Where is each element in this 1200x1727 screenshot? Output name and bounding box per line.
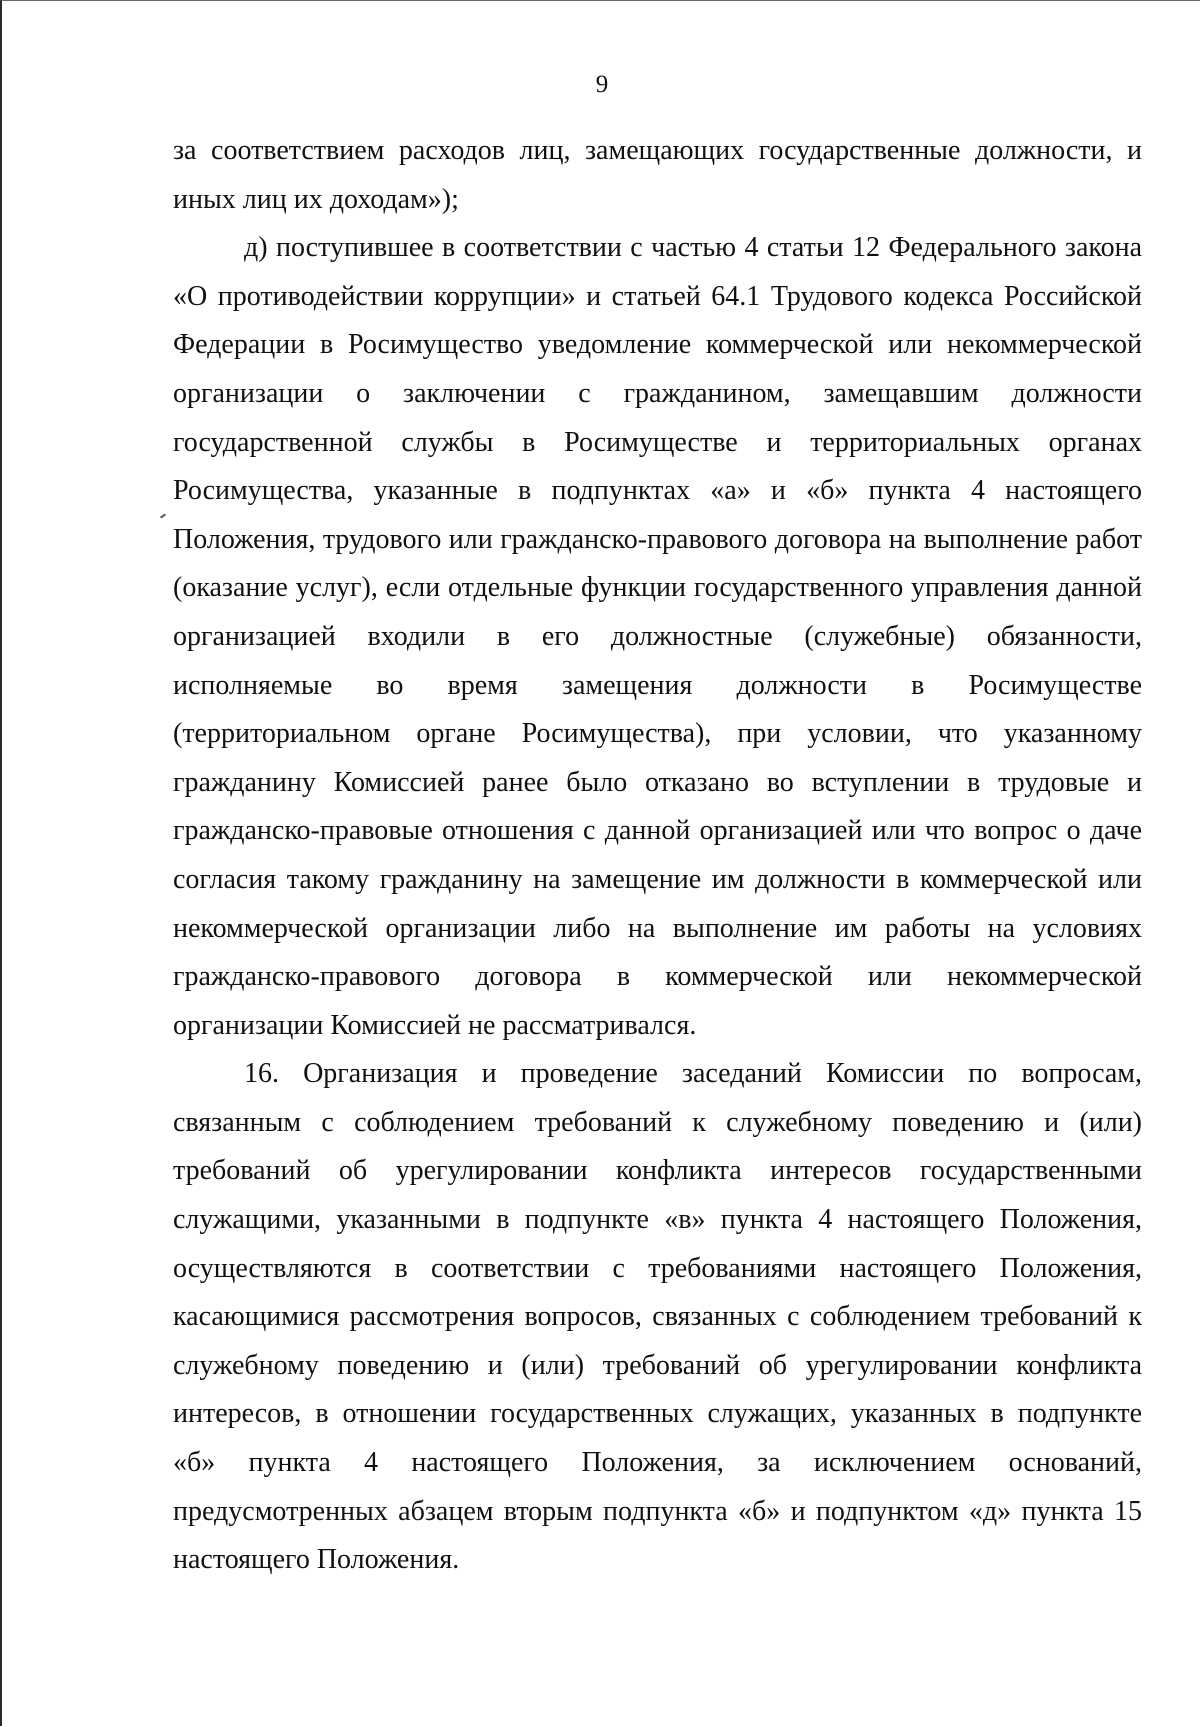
paragraph-subitem-d: д) поступившее в соответствии с частью 4 статьи 12 Федерального закона «О противодействии коррупции» и статьей 64.1 Трудового кодекса Российской Федерации в Росимущество уведомление коммерческой или некоммерческой организации о заключении с гражданином, замещавшим должности государственной службы в Росимуществе и территориальных органах Росимущества, указанные в подпунктах «а» и «б» пункта 4 настоящего Положения, трудового или гражданско-правового договора на выполнение работ (оказание услуг), если отдельные функции государственного управления данной организацией входили в его должностные (служебные) обязанности, исполняемые во время замещения должности в Росимуществе (территориальном органе Росимущества), при условии, что указанному гражданину Комиссией ранее было отказано во вступлении в трудовые и гражданско-правовые отношения с данной организацией или что вопрос о даче согласия такому гражданину на замещение им должности в коммерческой или некоммерческой организации либо на выполнение им работы на условиях гражданско-правового договора в коммерческой или некоммерческой организации Комиссией не рассматривался. [173, 232, 1142, 1041]
page-number: 9 [595, 71, 609, 98]
paragraph-continuation: за соответствием расходов лиц, замещающих государственные должности, и иных лиц их доходам»); [173, 135, 1142, 215]
paragraph-item-16: 16. Организация и проведение заседаний Комиссии по вопросам, связанным с соблюдением требований к служебному поведению и (или) требований об урегулировании конфликта интересов государственными служащими, указанными в подпункте «в» пункта 4 настоящего Положения, осуществляются в соответствии с требованиями настоящего Положения, касающимися рассмотрения вопросов, связанных с соблюдением требований к служебному поведению и (или) требований об урегулировании конфликта интересов, в отношении государственных служащих, указанных в подпункте «б» пункта 4 настоящего Положения, за исключением оснований, предусмотренных абзацем вторым подпункта «б» и подпунктом «д» пункта 15 настоящего Положения. [173, 1058, 1142, 1576]
scan-mark [160, 513, 166, 518]
document-body [173, 127, 1142, 1585]
